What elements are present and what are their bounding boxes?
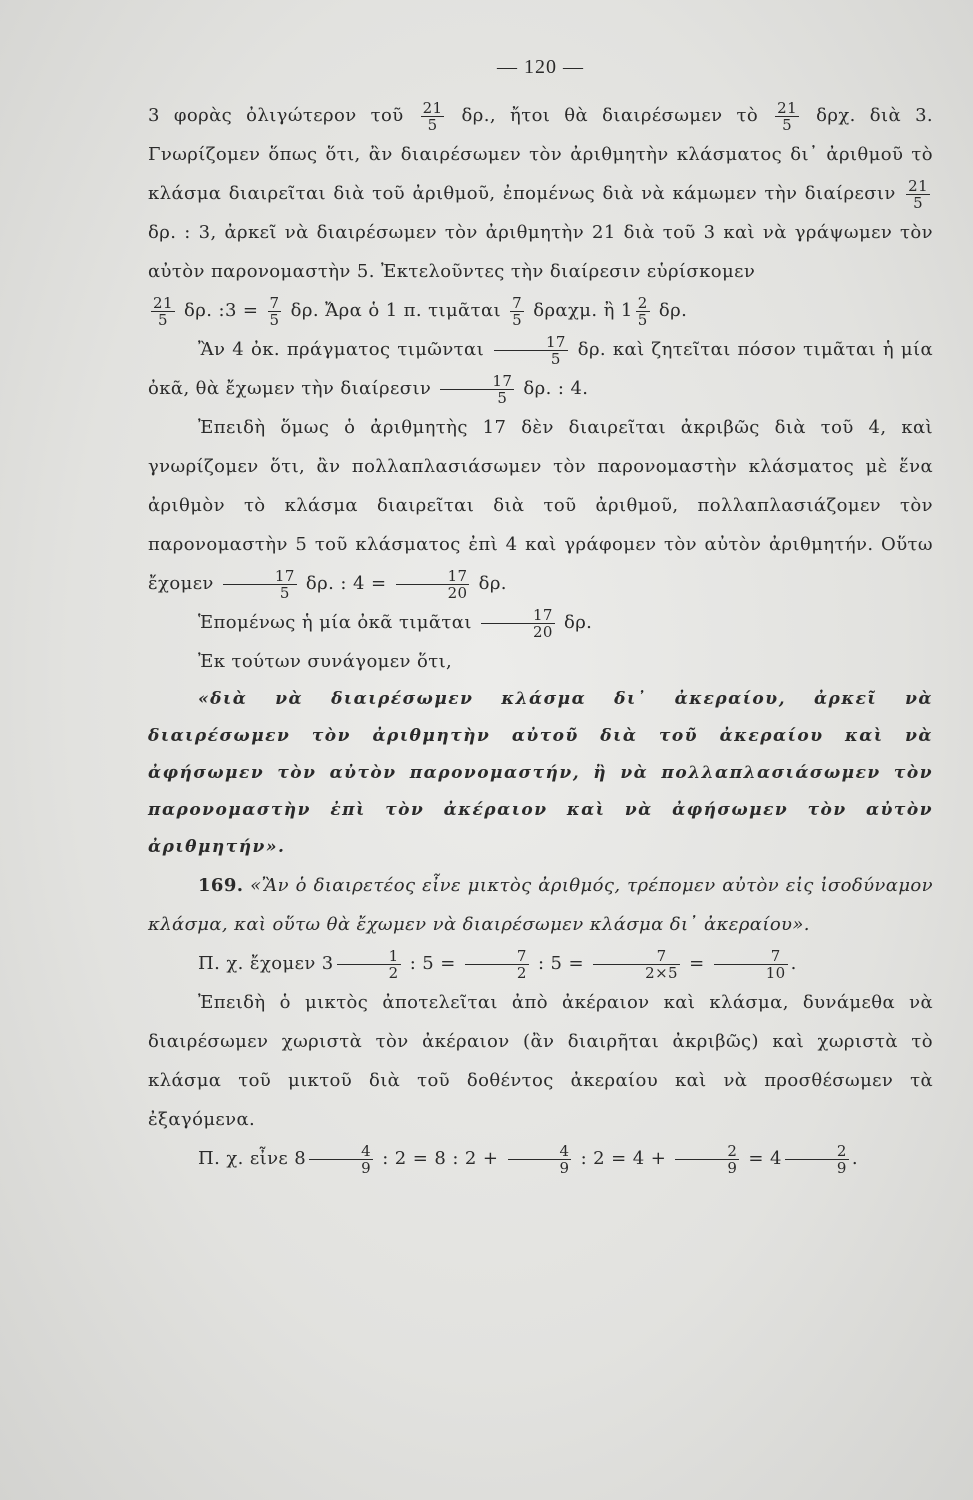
fraction xyxy=(508,1143,572,1176)
denominator: 9 xyxy=(727,1158,738,1177)
text: δρ. xyxy=(658,300,688,321)
fraction xyxy=(309,1143,373,1176)
text: δρ. :3 = xyxy=(184,300,259,321)
section-text: «Ἂν ὁ διαιρετέος εἶνε μικτὸς ἀριθμός, τρέπομεν αὐτὸν εἰς ἰσοδύναμον κλάσμα, καὶ οὕτω θὰ ἔχωμεν νὰ διαιρέσωμεν κλάσμα δι᾽ ἀκεραίου». xyxy=(148,875,933,935)
numerator: 21 xyxy=(422,98,443,117)
numerator: 7 xyxy=(593,948,680,965)
denominator: 20 xyxy=(532,622,553,641)
denominator: 9 xyxy=(361,1158,372,1177)
equation-line xyxy=(148,291,933,330)
text: = xyxy=(689,953,705,974)
fraction xyxy=(510,295,524,328)
numerator: 17 xyxy=(481,607,555,624)
text: δρ. Ἄρα ὁ 1 π. τιμᾶται xyxy=(290,300,501,321)
denominator: 5 xyxy=(427,115,438,134)
denominator: 9 xyxy=(836,1158,847,1177)
denominator: 5 xyxy=(637,310,648,329)
text: δρ. : 3, ἀρκεῖ νὰ διαιρέσωμεν τὸν ἀριθμητὴν 21 διὰ τοῦ 3 καὶ νὰ γράψωμεν τὸν αὐτὸν παρονομαστὴν 5. Ἐκτελοῦντες τὴν διαίρεσιν εὑρίσκομεν xyxy=(148,222,933,282)
denominator: 10 xyxy=(765,963,786,982)
fraction xyxy=(337,948,401,981)
numerator: 21 xyxy=(777,98,798,117)
denominator: 5 xyxy=(279,583,290,602)
text: Π. χ. ἔχομεν 3 xyxy=(198,953,334,974)
fraction xyxy=(421,100,445,133)
paragraph-intro xyxy=(148,96,933,291)
text: 3 φορὰς ὀλιγώτερον τοῦ xyxy=(148,105,404,126)
numerator: 17 xyxy=(396,568,470,585)
fraction xyxy=(223,568,297,601)
numerator: 2 xyxy=(785,1143,849,1160)
paragraph-conclusion-intro: Ἐκ τούτων συνάγομεν ὅτι, xyxy=(198,651,453,672)
numerator: 21 xyxy=(908,176,929,195)
numerator: 2 xyxy=(637,293,648,312)
text: διὰ 3. Γνωρίζομεν ὅπως ὅτι, ἂν διαιρέσωμεν τὸν ἀριθμητὴν κλάσματος δι᾽ ἀριθμοῦ τὸ κλάσμα διαιρεῖται διὰ τοῦ ἀριθμοῦ, ἐπομένως διὰ νὰ κάμωμεν τὴν διαίρεσιν xyxy=(148,105,934,204)
text: Ἑπομένως ἡ μία ὀκᾶ τιμᾶται xyxy=(198,612,472,633)
paragraph-explanation xyxy=(148,408,933,603)
text: δραχμ. ἢ 1 xyxy=(533,300,633,321)
text: δρ. xyxy=(478,573,507,594)
text: : 5 = xyxy=(537,953,585,974)
fraction xyxy=(675,1143,739,1176)
fraction xyxy=(785,1143,849,1176)
text: δρ. καὶ ζητεῖται πόσον τιμᾶται ἡ μία ὀκᾶ, θὰ ἔχωμεν τὴν διαίρεσιν xyxy=(148,339,934,399)
fraction xyxy=(636,295,650,328)
fraction xyxy=(151,295,175,328)
page-content xyxy=(148,52,933,1178)
numerator: 4 xyxy=(508,1143,572,1160)
fraction xyxy=(714,948,788,981)
numerator: 17 xyxy=(494,334,568,351)
paragraph-example xyxy=(148,330,933,408)
text: . xyxy=(851,1148,858,1169)
numerator: 7 xyxy=(512,293,523,312)
denominator: 2 xyxy=(516,963,527,982)
example-equation-2 xyxy=(148,1139,933,1178)
text: Π. χ. εἶνε 8 xyxy=(198,1148,307,1169)
numerator: 4 xyxy=(309,1143,373,1160)
denominator: 9 xyxy=(559,1158,570,1177)
denominator: 20 xyxy=(447,583,468,602)
numerator: 21 xyxy=(153,293,173,312)
text: δρ. : 4. xyxy=(523,378,589,399)
paragraph-mixed-division: Ἐπειδὴ ὁ μικτὸς ἀποτελεῖται ἀπὸ ἀκέραιον καὶ κλάσμα, δυνάμεθα νὰ διαιρέσωμεν χωριστὰ τὸν ἀκέραιον (ἂν διαιρῆται ἀκριβῶς) καὶ χωριστὰ τὸ κλάσμα τοῦ μικτοῦ διὰ τοῦ δοθέντος ἀκεραίου καὶ νὰ προσθέσωμεν τὰ ἐξαγόμενα. xyxy=(148,992,933,1130)
numerator: 17 xyxy=(223,568,297,585)
denominator: 5 xyxy=(782,115,793,134)
text: Ἂν 4 ὀκ. πράγματος τιμῶνται xyxy=(198,339,485,360)
fraction xyxy=(268,295,282,328)
denominator: 2×5 xyxy=(645,963,678,982)
page-number: — 120 — xyxy=(497,56,584,78)
text: δρ., ἤτοι θὰ διαιρέσωμεν τὸ xyxy=(461,105,759,126)
section-169 xyxy=(148,866,933,944)
denominator: 5 xyxy=(913,193,924,212)
fraction xyxy=(494,334,568,367)
paragraph-result xyxy=(148,603,933,642)
text: . xyxy=(790,953,797,974)
fraction xyxy=(481,607,555,640)
numerator: 7 xyxy=(269,293,280,312)
text: : 2 = 8 : 2 + xyxy=(382,1148,499,1169)
denominator: 5 xyxy=(550,349,561,368)
fraction xyxy=(593,948,680,981)
numerator: 17 xyxy=(440,373,514,390)
denominator: 5 xyxy=(497,388,508,407)
fraction xyxy=(440,373,514,406)
text: Ἐπειδὴ ὅμως ὁ ἀριθμητὴς 17 δὲν διαιρεῖται ἀκριβῶς διὰ τοῦ 4, καὶ γνωρίζομεν ὅτι, ἂν πολλαπλασιάσωμεν τὸν παρονομαστὴν κλάσματος μὲ ἕνα ἀριθμὸν τὸ κλάσμα διαιρεῖται διὰ τοῦ ἀριθμοῦ, πολλαπλασιάζομεν τὸν παρονομαστὴν 5 τοῦ κλάσματος ἐπὶ 4 καὶ γράφομεν τὸν αὐτὸν ἀριθμητήν. Οὕτω ἔχομεν xyxy=(148,417,933,594)
text: = 4 xyxy=(748,1148,782,1169)
numerator: 7 xyxy=(465,948,529,965)
fraction xyxy=(465,948,529,981)
text: δρ. : 4 = xyxy=(305,573,387,594)
numerator: 2 xyxy=(675,1143,739,1160)
text: : 5 = xyxy=(409,953,456,974)
section-number: 169. xyxy=(198,875,244,896)
text: δρχ. xyxy=(816,105,856,126)
denominator: 2 xyxy=(388,963,399,982)
example-equation-1 xyxy=(148,944,933,983)
text: : 2 = 4 + xyxy=(580,1148,667,1169)
denominator: 5 xyxy=(512,310,523,329)
fraction xyxy=(775,100,799,133)
rule-statement: «διὰ νὰ διαιρέσωμεν κλάσμα δι᾽ ἀκεραίου, ἀρκεῖ νὰ διαιρέσωμεν τὸν ἀριθμητὴν αὐτοῦ διὰ τοῦ ἀκεραίου καὶ νὰ ἀφήσωμεν τὸν αὐτὸν παρονομαστήν, ἢ νὰ πολλαπλασιάσωμεν τὸν παρονομαστὴν ἐπὶ τὸν ἀκέραιον καὶ νὰ ἀφήσωμεν τὸν αὐτὸν ἀριθμητήν». xyxy=(148,689,933,857)
numerator: 7 xyxy=(714,948,788,965)
fraction xyxy=(906,178,930,211)
denominator: 5 xyxy=(269,310,280,329)
text: δρ. xyxy=(563,612,593,633)
denominator: 5 xyxy=(157,310,168,329)
numerator: 1 xyxy=(337,948,401,965)
fraction xyxy=(396,568,470,601)
